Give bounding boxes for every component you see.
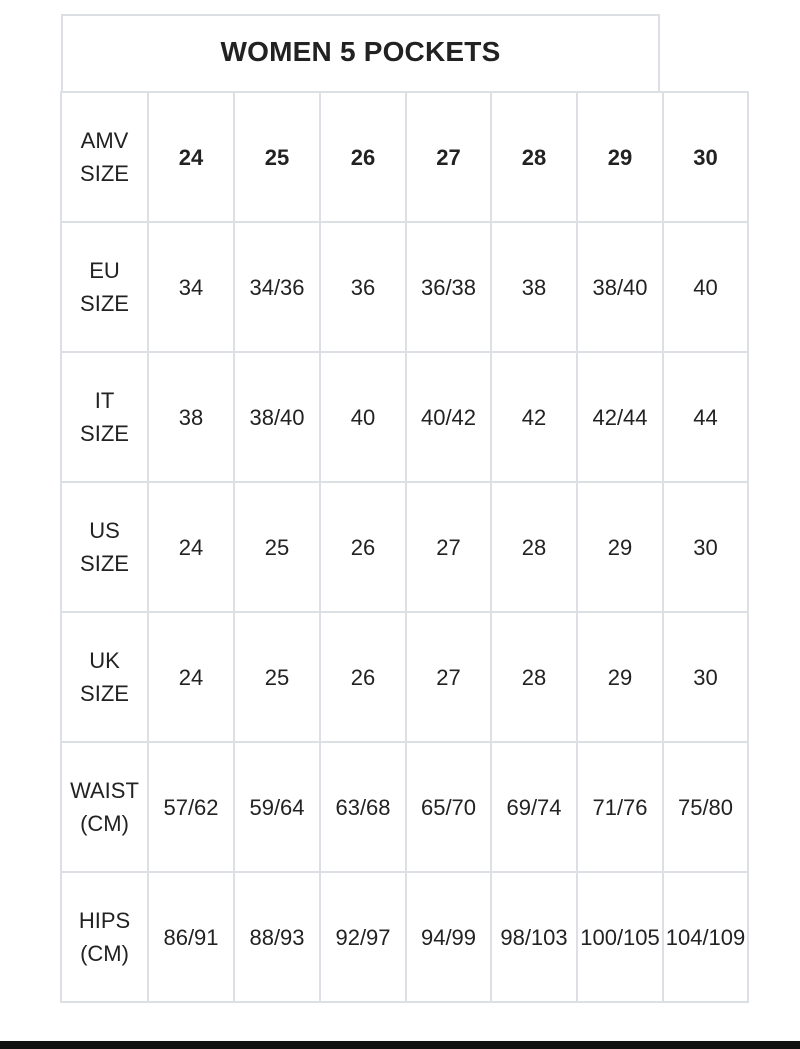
size-row-it <box>61 352 748 482</box>
size-cell: 44 <box>663 352 748 482</box>
size-cell: 29 <box>577 612 663 742</box>
size-cell: 24 <box>148 482 234 612</box>
size-cell: 27 <box>406 482 491 612</box>
size-cell: 100/105 <box>577 872 663 1002</box>
size-cell: 104/109 <box>663 872 748 1002</box>
size-cell: 28 <box>491 92 577 222</box>
row-label: AMV SIZE <box>61 92 148 222</box>
size-cell: 75/80 <box>663 742 748 872</box>
size-cell: 26 <box>320 482 406 612</box>
bottom-bar <box>0 1041 800 1049</box>
size-cell: 38 <box>491 222 577 352</box>
table-title: WOMEN 5 POCKETS <box>220 36 501 67</box>
size-cell: 36/38 <box>406 222 491 352</box>
size-cell: 25 <box>234 92 320 222</box>
size-cell: 94/99 <box>406 872 491 1002</box>
size-cell: 40 <box>320 352 406 482</box>
size-cell: 40 <box>663 222 748 352</box>
size-chart-table <box>60 91 749 1003</box>
size-cell: 40/42 <box>406 352 491 482</box>
size-row-eu <box>61 222 748 352</box>
size-row-hips <box>61 872 748 1002</box>
size-cell: 29 <box>577 482 663 612</box>
size-cell: 28 <box>491 612 577 742</box>
size-cell: 34 <box>148 222 234 352</box>
size-cell: 36 <box>320 222 406 352</box>
size-cell: 65/70 <box>406 742 491 872</box>
row-label: EU SIZE <box>61 222 148 352</box>
size-cell: 26 <box>320 92 406 222</box>
size-cell: 59/64 <box>234 742 320 872</box>
size-cell: 57/62 <box>148 742 234 872</box>
table-title-box <box>61 14 660 92</box>
size-cell: 92/97 <box>320 872 406 1002</box>
size-cell: 26 <box>320 612 406 742</box>
size-cell: 30 <box>663 482 748 612</box>
size-row-uk <box>61 612 748 742</box>
size-cell: 42 <box>491 352 577 482</box>
size-cell: 38/40 <box>234 352 320 482</box>
size-cell: 34/36 <box>234 222 320 352</box>
row-label: WAIST (CM) <box>61 742 148 872</box>
size-cell: 27 <box>406 92 491 222</box>
size-cell: 98/103 <box>491 872 577 1002</box>
size-cell: 69/74 <box>491 742 577 872</box>
size-cell: 28 <box>491 482 577 612</box>
size-row-amv <box>61 92 748 222</box>
size-cell: 24 <box>148 92 234 222</box>
size-cell: 25 <box>234 612 320 742</box>
size-cell: 25 <box>234 482 320 612</box>
size-cell: 30 <box>663 612 748 742</box>
row-label: UK SIZE <box>61 612 148 742</box>
size-cell: 63/68 <box>320 742 406 872</box>
size-cell: 88/93 <box>234 872 320 1002</box>
size-cell: 71/76 <box>577 742 663 872</box>
row-label: HIPS (CM) <box>61 872 148 1002</box>
row-label: US SIZE <box>61 482 148 612</box>
size-row-waist <box>61 742 748 872</box>
size-cell: 38/40 <box>577 222 663 352</box>
row-label: IT SIZE <box>61 352 148 482</box>
size-cell: 86/91 <box>148 872 234 1002</box>
size-cell: 27 <box>406 612 491 742</box>
size-cell: 42/44 <box>577 352 663 482</box>
size-cell: 24 <box>148 612 234 742</box>
size-cell: 29 <box>577 92 663 222</box>
size-cell: 38 <box>148 352 234 482</box>
size-row-us <box>61 482 748 612</box>
size-cell: 30 <box>663 92 748 222</box>
